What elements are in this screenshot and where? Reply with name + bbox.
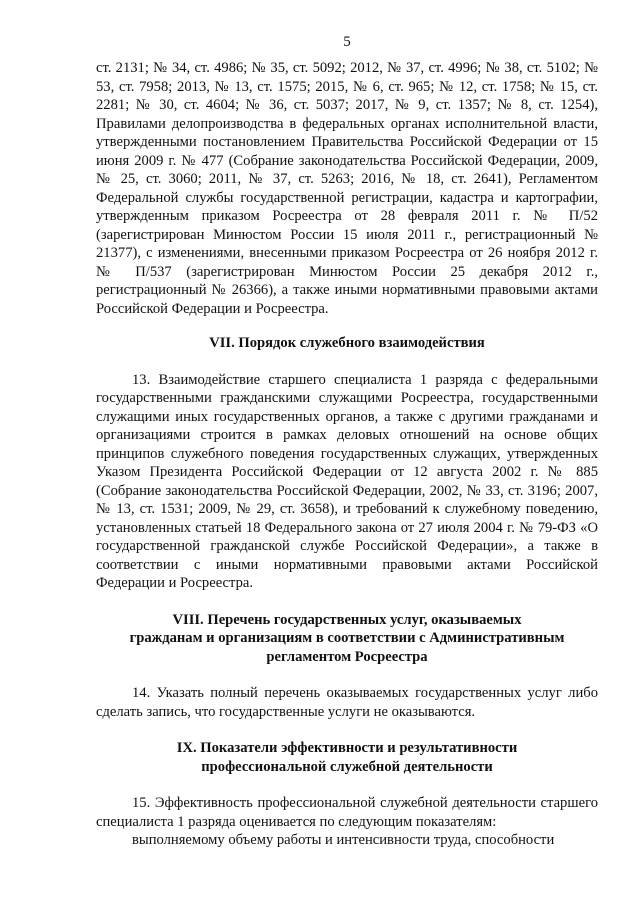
heading-line: профессиональной служебной деятельности [201, 758, 493, 775]
section-heading-ix [96, 739, 598, 776]
page-number: 5 [343, 34, 351, 50]
heading-line: регламентом Росреестра [266, 648, 428, 665]
paragraph-continuation: ст. 2131; № 34, ст. 4986; № 35, ст. 5092; 2012, № 37, ст. 4996; № 38, ст. 5102; № 53, ст. 7958; 2013, № 13, ст. 1575; 2015, № 6, ст. 965; № 12, ст. 1758; № 15, ст. 2281; № 30, ст. 4604; № 36, ст. 5037; 2017, № 9, ст. 1357; № 8, ст. 1254), Правилами делопроизводства в федеральных органах исполнительной власти, утвержденными постановлением Правительства Российской Федерации от 15 июня 2009 г. № 477 (Собрание законодательства Российской Федерации, 2009, № 25, ст. 3060; 2011, № 37, ст. 5263; 2016, № 18, ст. 2641), Регламентом Федеральной службы государственной регистрации, кадастра и картографии, утвержденным приказом Росреестра от 28 февраля 2011 г. № П/52 (зарегистрирован Минюстом России 15 июля 2011 г., регистрационный № 21377), с изменениями, внесенными приказом Росреестра от 26 ноября 2012 г. № П/537 (зарегистрирован Минюстом России 25 декабря 2012 г., регистрационный № 26366), а также иными нормативными правовыми актами Российской Федерации и Росреестра. [96, 60, 598, 317]
section-heading-vii [96, 334, 598, 353]
heading-line: VII. Порядок служебного взаимодействия [209, 335, 485, 351]
heading-line: гражданам и организациям в соответствии с Административным [129, 630, 565, 646]
heading-line: VIII. Перечень государственных услуг, оказываемых [172, 611, 522, 628]
paragraph-13: 13. Взаимодействие старшего специалиста 1 разряда с федеральными государственными гражданскими служащими Росреестра, государственными служащими иных государственных органов, а также с другими гражданами и организациями строится в рамках деловых отношений на основе общих принципов служебного поведения государственных служащих, утвержденных Указом Президента Российской Федерации от 12 августа 2002 г. № 885 (Собрание законодательства Российской Федерации, 2002, № 33, ст. 3196; 2007, № 13, ст. 1531; 2009, № 29, ст. 3658), и требований к служебному поведению, установленных статьей 18 Федерального закона от 27 июля 2004 г. № 79-ФЗ «О государственной гражданской службе Российской Федерации», а также в соответствии с иными нормативными правовыми актами Российской Федерации и Росреестра. [96, 371, 598, 591]
paragraph-15-item: выполняемому объему работы и интенсивности труда, способности [132, 832, 555, 848]
section-heading-viii [96, 611, 598, 667]
paragraph-14: 14. Указать полный перечень оказываемых государственных услуг либо сделать запись, что государственные услуги не оказываются. [96, 685, 598, 720]
heading-line: IX. Показатели эффективности и результативности [176, 740, 518, 756]
paragraph-15: 15. Эффективность профессиональной служебной деятельности старшего специалиста 1 разряда оценивается по следующим показателям: [96, 795, 598, 830]
